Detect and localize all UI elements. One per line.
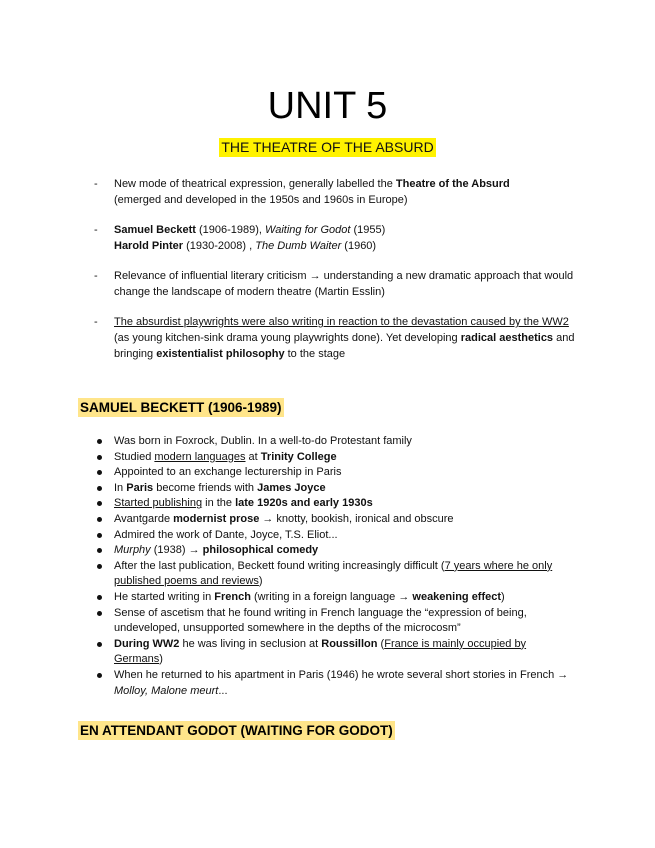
beckett-bullet-list (94, 434, 574, 699)
underlined-text: France is mainly occupied by Germans (114, 637, 527, 666)
bullet-dot (97, 595, 102, 600)
text: at (245, 450, 261, 463)
text: (as young kitchen-sink drama young playwrights done). Yet developing (114, 332, 461, 344)
list-item (94, 465, 574, 481)
dash-marker: - (94, 316, 98, 328)
dash-marker: - (94, 224, 98, 236)
italic-text: Murphy (114, 544, 151, 557)
list-item (94, 450, 574, 466)
subtitle-wrapper (0, 138, 655, 157)
text: After the last publication, Beckett found writing increasingly difficult ( (114, 559, 445, 572)
text: Studied (114, 450, 155, 463)
text: ... (218, 684, 228, 697)
bullet-dot (97, 439, 102, 444)
text: He started writing in (114, 590, 215, 603)
text: (1960) (341, 240, 377, 252)
dash-item-theatre-absurd (94, 176, 584, 208)
dash-item-criticism (94, 268, 584, 300)
bullet-dot (97, 611, 102, 616)
list-item (94, 528, 574, 544)
list-item (94, 637, 574, 668)
text: he was living in seclusion at (179, 637, 322, 650)
text: Avantgarde (114, 512, 174, 525)
bullet-dot (97, 642, 102, 647)
play-title: The Dumb Waiter (255, 240, 342, 252)
bullet-dot (97, 501, 102, 506)
text: ( (377, 637, 385, 650)
text: (emerged and developed in the 1950s and 1960s in Europe) (114, 194, 408, 206)
bullet-dot (97, 564, 102, 569)
page-subtitle: THE THEATRE OF THE ABSURD (221, 139, 434, 155)
intro-dash-list (94, 176, 584, 376)
text: New mode of theatrical expression, generally labelled the (114, 178, 396, 190)
list-item (94, 512, 574, 528)
text: Was born in Foxrock, Dublin. In a well-to-do Protestant family (114, 435, 412, 447)
text: (writing in a foreign language → (250, 590, 413, 603)
list-item (94, 606, 574, 637)
list-item (94, 590, 574, 606)
bold-text: philosophical comedy (202, 544, 319, 557)
section-heading-beckett: SAMUEL BECKETT (1906-1989) (80, 400, 282, 415)
text: (1938) → (150, 544, 203, 557)
text: Relevance of influential literary criticism → understanding a new dramatic approach that would change the landscape of modern theatre (Martin Esslin) (114, 270, 574, 298)
bullet-dot (97, 548, 102, 553)
text: (1930-2008) , (183, 240, 256, 252)
text: and bringing (114, 332, 575, 360)
text: Admired the work of Dante, Joyce, T.S. Eliot... (114, 528, 338, 541)
dash-marker: - (94, 270, 98, 282)
text: In (114, 481, 127, 494)
section-heading-godot: EN ATTENDANT GODOT (WAITING FOR GODOT) (80, 723, 393, 738)
bullet-dot (97, 673, 102, 678)
bold-text: During WW2 (114, 637, 180, 650)
list-item (94, 668, 574, 699)
bullet-dot (97, 517, 102, 522)
text: to the stage (284, 348, 346, 360)
list-item (94, 434, 574, 450)
text: ) (501, 590, 505, 603)
list-item (94, 481, 574, 497)
text: (1906-1989), (195, 224, 266, 236)
dash-item-playwrights (94, 222, 584, 254)
text: in the (202, 497, 236, 510)
bold-text: French (214, 590, 251, 603)
bold-text: modernist prose (173, 512, 260, 525)
underlined-text: 7 years where he only published poems and reviews (114, 559, 553, 588)
list-item (94, 559, 574, 590)
bullet-dot (97, 533, 102, 538)
list-item (94, 543, 574, 559)
dash-item-ww2-reaction (94, 314, 584, 362)
bullet-dot (97, 455, 102, 460)
text: When he returned to his apartment in Paris (1946) he wrote several short stories in French → (114, 668, 569, 681)
page-title: UNIT 5 (267, 85, 388, 127)
bullet-dot (97, 470, 102, 475)
underlined-text: The absurdist playwrights were also writing in reaction to the devastation caused by the WW2 (114, 316, 569, 328)
bold-text: Roussillon (321, 637, 378, 650)
bold-text: Theatre of the Absurd (395, 178, 510, 190)
beckett-name: Samuel Beckett (114, 224, 196, 236)
text: → knotty, bookish, ironical and obscure (259, 512, 454, 525)
text: Appointed to an exchange lecturership in Paris (114, 466, 342, 479)
text: (1955) (350, 224, 386, 236)
italic-text: Molloy, Malone meurt (114, 684, 219, 697)
text: ) (258, 575, 263, 588)
underlined-text: modern languages (154, 450, 246, 463)
bold-text: Trinity College (260, 450, 337, 463)
bold-text: James Joyce (257, 481, 326, 494)
text: Sense of ascetism that he found writing in French language the “expression of being, undeveloped, unsupported somewhere in the depths of the microcosm” (114, 606, 527, 635)
bold-text: Paris (126, 481, 154, 494)
bold-text: radical aesthetics (460, 332, 554, 344)
bold-text: late 1920s and early 1930s (235, 497, 373, 510)
pinter-name: Harold Pinter (114, 240, 184, 252)
dash-marker: - (94, 178, 98, 190)
bold-text: existentialist philosophy (156, 348, 285, 360)
list-item (94, 496, 574, 512)
text: become friends with (153, 481, 258, 494)
bullet-dot (97, 486, 102, 491)
underlined-text: Started publishing (114, 497, 203, 510)
play-title: Waiting for Godot (265, 224, 351, 236)
text: ) (159, 653, 163, 666)
bold-text: weakening effect (412, 590, 502, 603)
